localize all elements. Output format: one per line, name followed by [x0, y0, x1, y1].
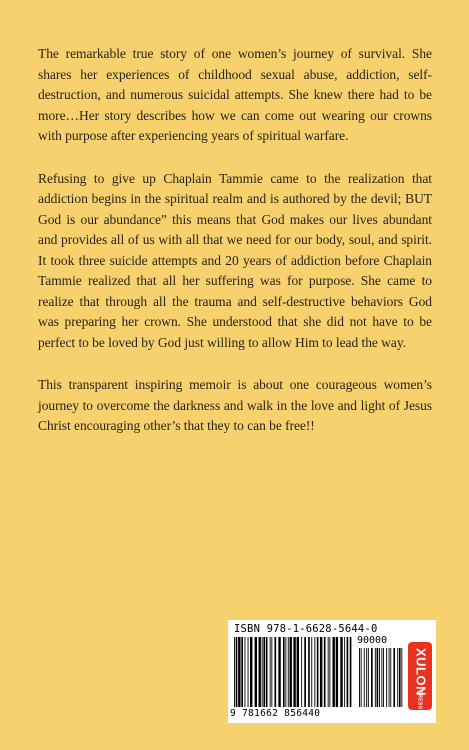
barcode-bar	[255, 637, 257, 707]
ean-barcode-bars	[234, 637, 352, 707]
barcode-bar	[304, 637, 306, 707]
barcode-bar	[324, 637, 326, 707]
barcode-bar	[359, 648, 360, 707]
barcode-bar	[371, 648, 373, 707]
blurb-paragraph-2: Refusing to give up Chaplain Tammie came to the realization that addiction begins in the spiritual realm and is authored by the devil; BUT God is our abundance” this means that God makes our lives abundant and provides all of us with all that we need for our body, soul, and spirit. It took three suicide attempts and 20 years of addiction before Chaplain Tammie realized that all her suffering was for purpose. She came to realize that through all the trauma and self-destructive behaviors God was preparing her crown. She understood that she did not have to be perfect to be loved by God just willing to allow Him to lead the way.	[38, 170, 432, 350]
barcode-bar	[368, 648, 369, 707]
barcode-bar	[293, 637, 295, 707]
logo-subtext: PRESS	[416, 690, 423, 710]
barcode-bar	[288, 637, 289, 707]
barcode-bar	[283, 637, 285, 707]
barcode-bar	[263, 637, 265, 707]
logo-wordmark: XULON	[413, 648, 429, 696]
barcode-bar	[248, 637, 249, 707]
barcode-bar	[236, 637, 238, 707]
barcode-bar	[340, 637, 342, 707]
barcode-bar	[375, 648, 376, 707]
barcode-bar	[350, 637, 352, 707]
barcode-bar	[383, 648, 384, 707]
barcode-bar	[390, 648, 391, 707]
barcode-bar	[329, 637, 330, 707]
isbn-barcode-panel	[228, 620, 436, 723]
barcode-bar	[317, 637, 319, 707]
barcode-bar	[311, 637, 312, 707]
barcode-bar	[389, 648, 390, 707]
blurb-paragraph-3: This transparent inspiring memoir is about one courageous women’s journey to overcome the darkness and walk in the love and light of Jesus Christ encouraging other’s that they to can be free!!	[38, 377, 432, 433]
barcode-bar	[397, 648, 398, 707]
isbn-label: ISBN 978-1-6628-5644-0	[234, 623, 378, 635]
barcode-bar	[347, 637, 349, 707]
price-addon-digits: 90000	[357, 635, 388, 646]
barcode-bar	[314, 637, 315, 707]
barcode-bar	[336, 637, 338, 707]
barcode-bar	[344, 637, 345, 707]
barcode-bar	[259, 637, 261, 707]
barcode-bar	[266, 637, 268, 707]
barcode-bar	[386, 648, 387, 707]
barcode-bar	[320, 637, 322, 707]
cover-blurb	[38, 44, 432, 459]
barcode-bar	[377, 648, 379, 707]
barcode-bar	[270, 637, 271, 707]
barcode-bar	[262, 637, 263, 707]
barcode-bar	[297, 637, 299, 707]
barcode-bar	[238, 637, 240, 707]
barcode-bar	[234, 637, 235, 707]
barcode-bar	[290, 637, 292, 707]
barcode-bar	[285, 637, 286, 707]
xulon-press-logo	[408, 642, 432, 710]
ean-digits: 9 781662 856440	[230, 708, 321, 719]
barcode-bar	[366, 648, 367, 707]
barcode-bar	[361, 648, 362, 707]
barcode-bar	[308, 637, 310, 707]
barcode-bar	[271, 637, 272, 707]
barcode-bar	[328, 637, 329, 707]
barcode-bar	[301, 637, 302, 707]
barcode-bar	[364, 648, 365, 707]
barcode-bar	[381, 648, 382, 707]
barcode-bar	[250, 637, 252, 707]
barcode-bar	[275, 637, 277, 707]
barcode-bar	[399, 648, 401, 707]
blurb-paragraph-1: The remarkable true story of one women’s journey of survival. She shares her experiences of childhood sexual abuse, addiction, self-destruction, and numerous suicidal attempts. She knew there had to be more…Her story describes how we can come out wearing our crowns with purpose after experiencing years of spiritual warfare.	[38, 46, 432, 143]
barcode-bar	[379, 648, 380, 707]
barcode-bar	[241, 637, 243, 707]
barcode-bar	[278, 637, 280, 707]
barcode-bar	[393, 648, 395, 707]
barcode-bar	[401, 648, 402, 707]
barcode-bar	[245, 637, 246, 707]
price-addon-bars	[359, 648, 403, 707]
barcode-bar	[333, 637, 335, 707]
